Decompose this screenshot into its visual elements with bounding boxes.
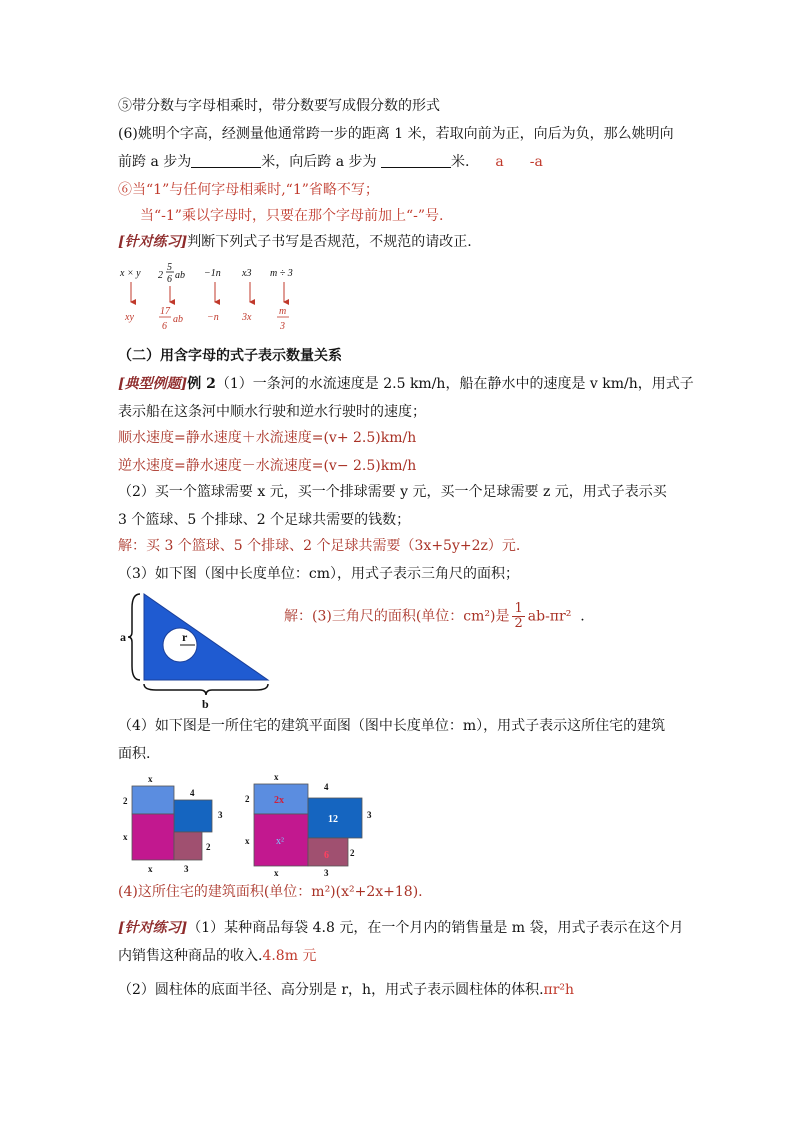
triangle-ruler-figure <box>118 588 278 712</box>
example-label: 例 2 <box>187 376 216 392</box>
area-label-2x: 2x <box>274 795 284 806</box>
svg-text:x: x <box>274 868 279 878</box>
svg-text:4: 4 <box>190 788 195 798</box>
floor-plan-left <box>118 770 228 878</box>
example-2-q3-answer <box>284 602 585 631</box>
side-b-label: b <box>202 697 209 711</box>
example-2-q4-answer: (4)这所住宅的建筑面积(单位：m²)(x²+2x+18). <box>118 884 423 900</box>
expr-2-corr-var: ab <box>173 314 183 325</box>
svg-text:x: x <box>245 836 250 846</box>
svg-text:4: 4 <box>324 782 329 792</box>
example-2-line2: 表示船在这条河中顺水行驶和逆水行驶时的速度； <box>118 404 426 420</box>
expr-2-den: 6 <box>167 274 172 285</box>
area-label-6: 6 <box>324 850 329 861</box>
area-label-x2: x² <box>276 836 284 847</box>
one-half-fraction <box>512 602 524 631</box>
question-6-line2 <box>118 152 543 172</box>
practice-2-q1-text: （1）某种商品每袋 4.8 元，在一个月内的销售量是 m 袋，用式子表示在这个月 <box>187 920 684 936</box>
example-2-q2-answer: 解：买 3 个篮球、5 个排球、2 个足球共需要（3x+5y+2z）元. <box>118 538 521 554</box>
floor-plan-right <box>240 770 380 878</box>
answer-blank-1 <box>191 153 261 168</box>
expr-4-corrected: 3x <box>242 312 252 323</box>
q6-text-b: 米，向后跨 a 步为 <box>261 154 377 170</box>
q6-answer-2: -a <box>529 154 543 170</box>
practice-2-q2-answer: πr²h <box>543 982 575 998</box>
expr-5-corr-num: m <box>279 306 287 317</box>
rule-6-line2: 当“-1”乘以字母时，只要在那个字母前加上“-”号. <box>140 208 444 224</box>
answer-blank-2 <box>381 153 451 168</box>
expr-3-original: −1n <box>204 268 221 279</box>
side-a-label: a <box>120 630 126 644</box>
svg-text:2: 2 <box>350 848 355 858</box>
svg-text:3: 3 <box>367 810 372 820</box>
expr-5-corr-den: 3 <box>280 321 285 332</box>
svg-text:2: 2 <box>123 796 128 806</box>
svg-text:x: x <box>148 864 153 874</box>
example-2-answer-1: 顺水速度=静水速度＋水流速度=(v+ 2.5)km/h <box>118 430 417 446</box>
svg-text:x: x <box>123 832 128 842</box>
expr-2-num: 5 <box>167 262 172 273</box>
practice-2-q1-line1 <box>118 918 684 938</box>
q3-answer-text: 解：(3)三角尺的面积(单位：cm²)是 <box>284 608 510 625</box>
example-2-line1 <box>118 374 694 394</box>
q6-text-c: 米. <box>450 154 470 170</box>
room-6 <box>174 832 202 860</box>
expr-1-original: x × y <box>120 268 141 279</box>
practice-1-text: 判断下列式子书写是否规范，不规范的请改正. <box>187 234 472 250</box>
practice-2-q1-line2 <box>118 946 316 966</box>
q3-answer-expression: ab-πr² <box>527 608 572 625</box>
svg-text:x: x <box>274 772 279 782</box>
practice-2-q1-text2: 内销售这种商品的收入. <box>118 948 263 964</box>
section-2-heading: （二）用含字母的式子表示数量关系 <box>118 348 342 364</box>
question-6-line1: (6)姚明个字高，经测量他通常跨一步的距离 1 米，若取向前为正，向后为负，那么姚明向 <box>118 126 674 142</box>
expr-5-original: m ÷ 3 <box>270 268 293 279</box>
practice-tag: [针对练习] <box>118 234 188 250</box>
expr-2-whole: 2 <box>158 270 163 281</box>
expr-1-corrected: xy <box>125 312 134 323</box>
svg-text:2: 2 <box>206 842 211 852</box>
practice-2-q2 <box>118 980 574 1000</box>
rule-5: ⑤带分数与字母相乘时，带分数要写成假分数的形式 <box>118 98 440 114</box>
example-2-q1: （1）一条河的水流速度是 2.5 km/h，船在静水中的速度是 v km/h，用式子 <box>215 376 694 392</box>
expr-2-corr-den: 6 <box>162 321 167 332</box>
radius-label: r <box>182 630 188 644</box>
q6-text-a: 前跨 a 步为 <box>118 154 192 170</box>
expr-2-var: ab <box>175 270 185 281</box>
expression-corrections <box>112 258 312 342</box>
example-2-answer-2: 逆水速度=静水速度－水流速度=(v− 2.5)km/h <box>118 458 417 474</box>
rule-6-line1: ⑥当“1”与任何字母相乘时,“1”省略不写； <box>118 182 379 198</box>
expr-2-corr-num: 17 <box>160 306 170 317</box>
example-2-q3: （3）如下图（图中长度单位：cm），用式子表示三角尺的面积； <box>118 566 520 582</box>
practice-1 <box>118 232 472 252</box>
example-2-q2-line2: 3 个篮球、5 个排球、2 个足球共需要的钱数； <box>118 512 411 528</box>
example-tag: [典型例题] <box>118 376 188 392</box>
expr-4-original: x3 <box>242 268 252 279</box>
practice-2-q2-text: （2）圆柱体的底面半径、高分别是 r，h，用式子表示圆柱体的体积. <box>118 982 544 998</box>
room-12 <box>174 800 212 832</box>
area-label-12: 12 <box>328 814 338 825</box>
practice-2-q1-answer: 4.8m 元 <box>262 948 317 964</box>
svg-text:3: 3 <box>184 864 189 874</box>
room-2x <box>132 786 174 814</box>
svg-text:3: 3 <box>218 810 223 820</box>
svg-text:x: x <box>148 774 153 784</box>
practice-2-tag: [针对练习] <box>118 920 188 936</box>
q3-answer-end: . <box>580 608 585 625</box>
fraction-numerator: 1 <box>514 601 523 616</box>
room-x2 <box>132 814 174 860</box>
svg-text:2: 2 <box>245 794 250 804</box>
q6-answer-1: a <box>495 154 504 170</box>
example-2-q4-line1: （4）如下图是一所住宅的建筑平面图（图中长度单位：m），用式子表示这所住宅的建筑 <box>118 718 666 734</box>
triangle-ruler <box>144 594 268 680</box>
fraction-denominator: 2 <box>514 616 523 631</box>
example-2-q2-line1: （2）买一个篮球需要 x 元，买一个排球需要 y 元，买一个足球需要 z 元，用式子表示买 <box>118 484 667 500</box>
svg-text:3: 3 <box>324 868 329 878</box>
example-2-q4-line2: 面积. <box>118 746 151 762</box>
expr-3-corrected: −n <box>207 312 219 323</box>
